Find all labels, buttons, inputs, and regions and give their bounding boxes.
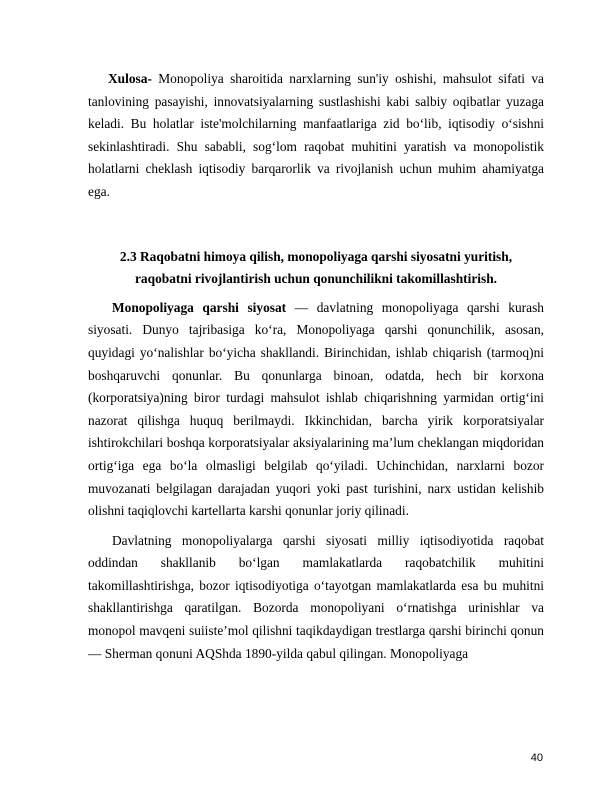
spacer bbox=[88, 204, 544, 246]
spacer bbox=[88, 523, 544, 530]
paragraph-text: — davlatning monopoliyaga qarshi kurash siyosati. Dunyo tajribasiga koʻra, Monopoliyaga qarshi qonunchilik, asosan, quyidagi yoʻnalishlar boʻyicha shakllandi. Birinchidan, ishlab chiqarish (tarmoq)ni boshqaruvchi qonunlar. Bu qonunlarga binoan, odatda, hech bir korxona (korporatsiya)ning biror turdagi mahsulot ishlab chiqarishning yarmidan ortigʻini nazorat qilishga huquq berilmaydi. Ikkinchidan, barcha yirik korporatsiyalar ishtirokchilari boshqa korporatsiyalar aksiyalarining maʼlum cheklangan miqdoridan ortigʻiga ega boʻla olmasligi belgilab qoʻyiladi. Uchinchidan, narxlarni bozor muvozanati belgilagan darajadan yuqori yoki past turishini, narx ustidan kelishib olishni taqiqlovchi kartellarta karshi qonunlar joriy qilinadi. bbox=[88, 299, 544, 519]
conclusion-paragraph bbox=[88, 68, 544, 204]
paragraph-state-policy: Davlatning monopoliyalarga qarshi siyosati milliy iqtisodiyotida raqobat oddindan shakllanib boʻlgan mamlakatlarda raqobatchilik muhitini takomillashtirishga, bozor iqtisodiyotiga oʻtayotgan mamlakatlarda esa bu muhitni shakllantirishga qaratilgan. Bozorda monopoliyani oʻrnatishga urinishlar va monopol mavqeni suiisteʼmol qilishni taqikdaydigan trestlarga qarshi birinchi qonun — Sherman qonuni AQShda 1890-yilda qabul qilingan. Monopoliyaga bbox=[88, 532, 544, 661]
term-antimonopoly-policy: Monopoliyaga qarshi siyosat bbox=[112, 299, 287, 315]
section-heading: 2.3 Raqobatni himoya qilish, monopoliyaga qarshi siyosatni yuritish, raqobatni rivojlantirish uchun qonunchilikni takomillashtirish. bbox=[119, 248, 513, 287]
conclusion-label: Xulosa- bbox=[108, 71, 152, 86]
paragraph-antimonopoly-policy bbox=[88, 297, 544, 523]
document-page bbox=[88, 68, 544, 665]
page-number: 40 bbox=[530, 752, 543, 764]
conclusion-text: Monopoliya sharoitida narxlarning sun'iy oshishi, mahsulot sifati va tanlovining pasayishi, innovatsiyalarning sustlashishi kabi salbiy oqibatlar yuzaga keladi. Bu holatlar iste'molchilarning manfaatlariga zid bo‘lib, iqtisodiy o‘sishni sekinlashtiradi. Shu sababli, sog‘lom raqobat muhitini yaratish va monopolistik holatlarni cheklash iqtisodiy barqarorlik va rivojlanish uchun muhim ahamiyatga ega. bbox=[88, 71, 544, 199]
